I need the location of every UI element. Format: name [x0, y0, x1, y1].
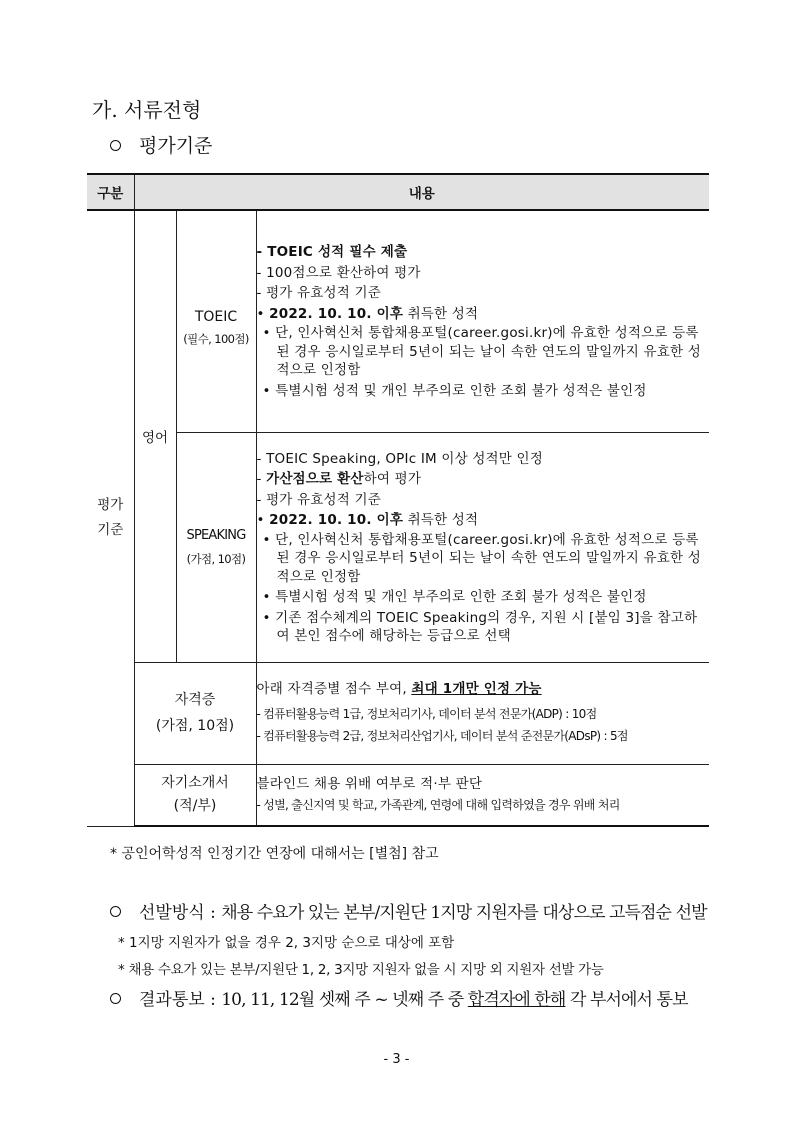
certificate-note: (가점, 10점) [155, 718, 235, 734]
method-note: * 채용 수요가 있는 본부/지원단 1, 2, 3지망 지원자 없을 시 지망 외 지원자 선발 가능 [118, 962, 604, 978]
certificate-line: - 컴퓨터활용능력 1급, 정보처리기사, 데이터 분석 전문가(ADP) : 10점 [256, 706, 597, 721]
evaluation-criteria-table [87, 173, 709, 827]
certificate-content [256, 662, 709, 764]
toeic-label-cell [176, 210, 256, 432]
method-text: 채용 수요가 있는 본부/지원단 1지망 지원자를 대상으로 고득점순 선발 [221, 903, 707, 923]
speaking-note: (가점, 10점) [186, 551, 246, 566]
date-criteria-suffix: 취득한 성적 [403, 305, 479, 322]
subsection-title [110, 131, 212, 158]
section-title: 가. 서류전형 [92, 98, 202, 122]
toeic-bullet: • 특별시험 성적 및 개인 부주의로 인한 조회 불가 성적은 불인정 [262, 382, 647, 399]
date-criteria: 2022. 10. 10. 이후 [269, 512, 404, 528]
speaking-name: SPEAKING [186, 527, 246, 543]
category-cell: 평가 기준 [87, 210, 134, 826]
certificate-intro: 아래 자격증별 점수 부여, [256, 681, 412, 698]
toeic-line: - 100점으로 환산하여 평가 [256, 264, 421, 281]
bonus-suffix: 하여 평가 [363, 471, 422, 487]
speaking-bullet-text: 기존 점수체계의 TOEIC Speaking의 경우, 지원 시 [붙임 3]을 참고하여 본인 점수에 해당하는 등급으로 선택 [275, 609, 698, 644]
toeic-bullet: • 단, 인사혁신처 통합채용포털(career.gosi.kr)에 유효한 성적으로 등록된 경우 응시일로부터 5년이 되는 날이 속한 연도의 말일까지 유효한 성적으로 인정함 [262, 325, 701, 379]
speaking-bullet-text: 단, 인사혁신처 통합채용포털(career.gosi.kr)에 유효한 성적으로 등록된 경우 응시일로부터 5년이 되는 날이 속한 연도의 말일까지 유효한 성적으로 인정함 [275, 531, 701, 585]
table-row-toeic [87, 210, 709, 432]
speaking-bullet: • 특별시험 성적 및 개인 부주의로 인한 조회 불가 성적은 불인정 [262, 589, 647, 605]
date-criteria: 2022. 10. 10. 이후 [269, 305, 404, 322]
result-notice [110, 985, 688, 1010]
circle-bullet-icon [110, 906, 121, 917]
toeic-name: TOEIC [194, 309, 238, 326]
speaking-line: - 평가 유효성적 기준 [256, 491, 381, 508]
toeic-content [256, 210, 709, 432]
page-number: - 3 - [383, 1052, 410, 1067]
method-note: * 1지망 지원자가 없을 경우 2, 3지망 순으로 대상에 포함 [118, 935, 455, 951]
speaking-label-cell [176, 432, 256, 662]
date-criteria-suffix: 취득한 성적 [403, 512, 479, 528]
self-intro-note: (적/부) [173, 797, 217, 814]
speaking-line: - TOEIC Speaking, OPIc IM 이상 성적만 인정 [256, 450, 544, 467]
toeic-note: (필수, 100점) [183, 332, 249, 347]
table-row-self-intro [87, 764, 709, 826]
toeic-line: - 평가 유효성적 기준 [256, 285, 381, 302]
max-one-note: 최대 1개만 인정 가능 [411, 681, 542, 698]
speaking-bullet: • 기존 점수체계의 TOEIC Speaking의 경우, 지원 시 [붙임 3]을 참고하여 본인 점수에 해당하는 등급으로 선택 [262, 609, 698, 644]
speaking-bullet-text: 특별시험 성적 및 개인 부주의로 인한 조회 불가 성적은 불인정 [275, 589, 647, 605]
subsection-title-text: 평가기준 [139, 135, 213, 157]
self-intro-line: 블라인드 채용 위배 여부로 적·부 판단 [256, 776, 483, 793]
result-text: 10, 11, 12월 셋째 주 ~ 넷째 주 중 [221, 990, 468, 1010]
circle-bullet-icon [110, 140, 121, 151]
certificate-line [257, 679, 710, 700]
header-content: 내용 [134, 174, 709, 210]
self-intro-name: 자기소개서 [161, 774, 229, 791]
toeic-line: • 2022. 10. 10. 이후 취득한 성적 [256, 305, 479, 322]
speaking-bullet: • 단, 인사혁신처 통합채용포털(career.gosi.kr)에 유효한 성적으로 등록된 경우 응시일로부터 5년이 되는 날이 속한 연도의 말일까지 유효한 성적으로 인정함 [262, 531, 701, 585]
toeic-line: - TOEIC 성적 필수 제출 [256, 244, 408, 261]
bonus-conversion: 가산점으로 환산 [266, 471, 364, 487]
selection-method [110, 898, 707, 923]
certificate-label-cell [134, 662, 256, 764]
header-category: 구분 [87, 174, 134, 210]
self-intro-content [256, 764, 709, 826]
circle-bullet-icon [110, 993, 121, 1004]
language-score-note: * 공인어학성적 인정기간 연장에 대해서는 [별첨] 참고 [110, 846, 439, 862]
result-text-end: 각 부서에서 통보 [565, 990, 688, 1010]
method-label: 선발방식 : [139, 903, 222, 923]
certificate-line: - 컴퓨터활용능력 2급, 정보처리산업기사, 데이터 분석 준전문가(ADsP) : 5점 [256, 728, 628, 743]
dash: - [256, 471, 267, 487]
table-row-speaking [87, 432, 709, 662]
speaking-line [257, 469, 710, 490]
toeic-bullet-text: 단, 인사혁신처 통합채용포털(career.gosi.kr)에 유효한 성적으로 등록된 경우 응시일로부터 5년이 되는 날이 속한 연도의 말일까지 유효한 성적으로 인정함 [275, 325, 701, 379]
language-group-cell: 영어 [134, 210, 176, 662]
toeic-bullet-text: 특별시험 성적 및 개인 부주의로 인한 조회 불가 성적은 불인정 [275, 382, 647, 399]
certificate-name: 자격증 [174, 692, 216, 708]
speaking-line: • 2022. 10. 10. 이후 취득한 성적 [256, 512, 479, 528]
result-label: 결과통보 : [139, 990, 222, 1010]
speaking-content [256, 432, 709, 662]
self-intro-label-cell [134, 764, 256, 826]
self-intro-line: - 성별, 출신지역 및 학교, 가족관계, 연령에 대해 입력하였을 경우 위배 처리 [256, 797, 620, 812]
result-text-underlined: 합격자에 한해 [467, 990, 566, 1010]
table-row-certificate [87, 662, 709, 764]
table-header-row [87, 174, 709, 210]
